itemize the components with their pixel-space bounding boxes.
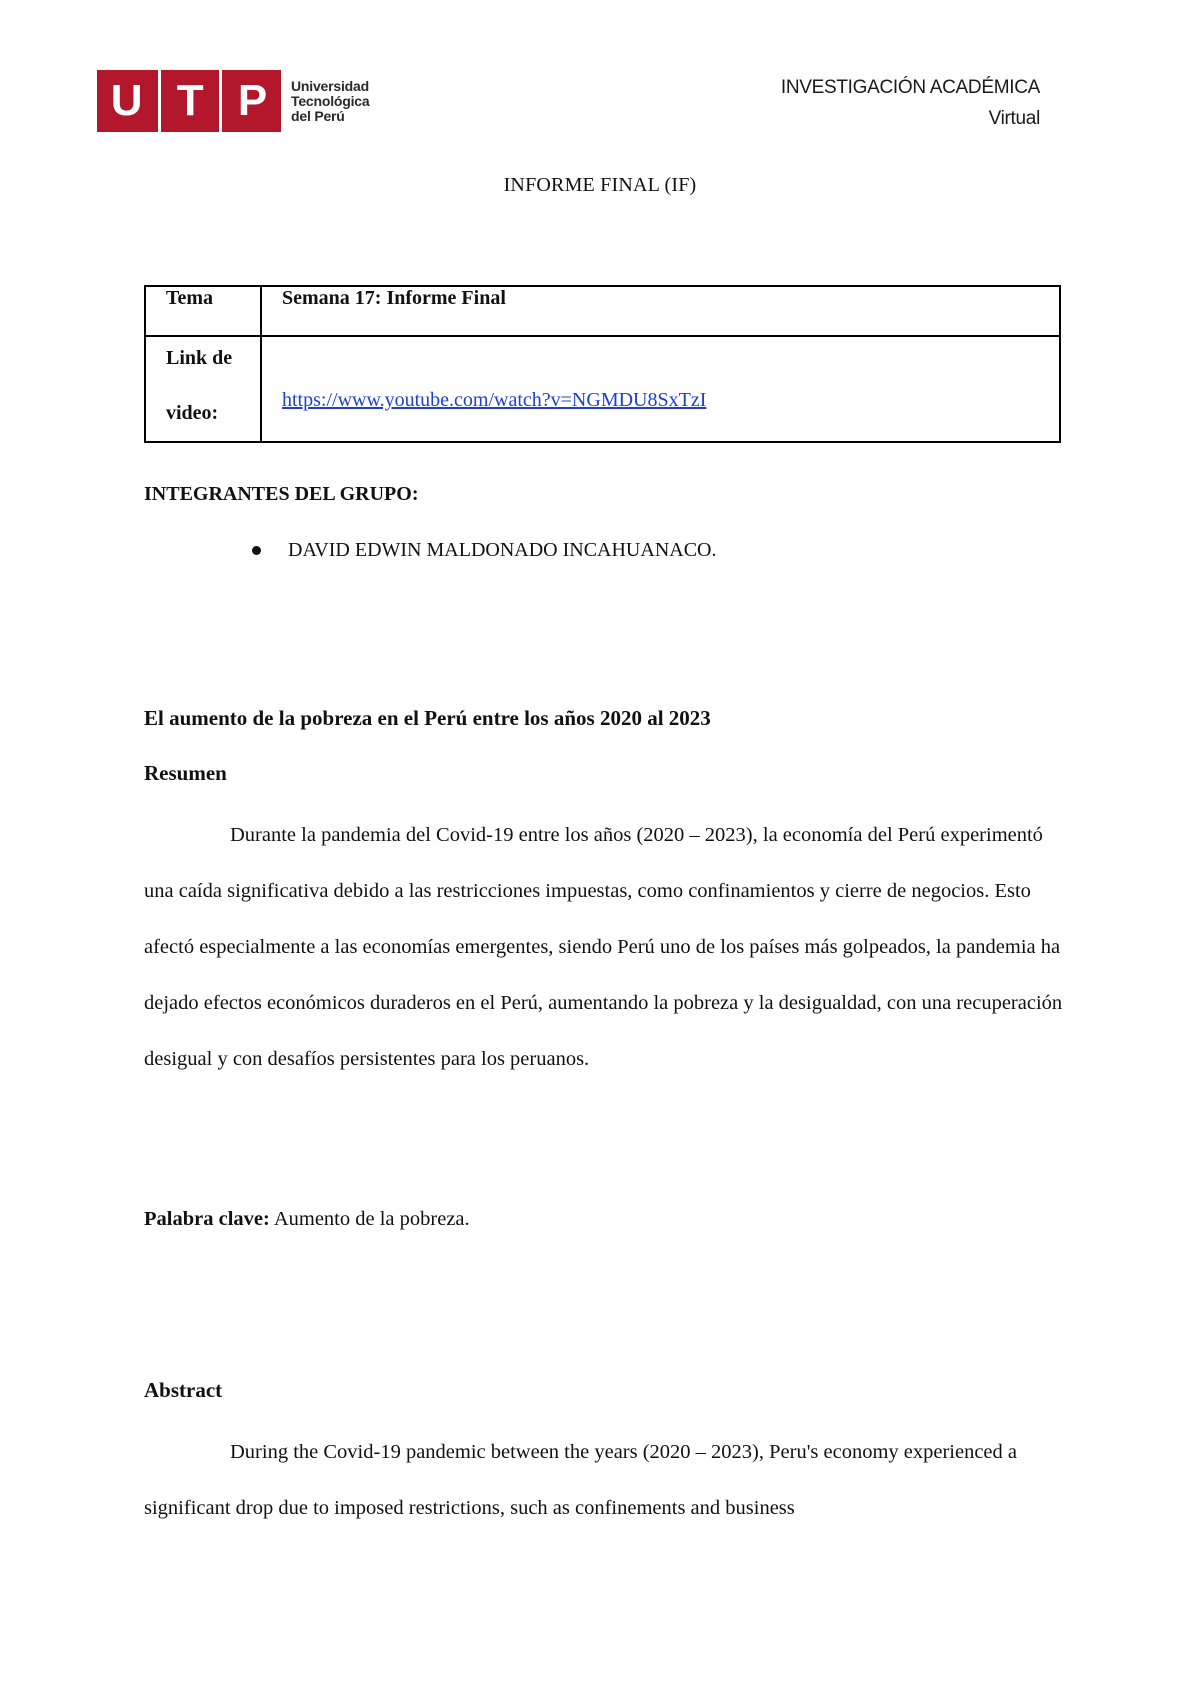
resumen-paragraph: Durante la pandemia del Covid-19 entre los años (2020 – 2023), la economía del Perú experimentó una caída significativa debido a las restricciones impuestas, como confinamientos y cierre de negocios. Esto afectó especialmente a las economías emergentes, siendo Perú uno de los países más golpeados, la pandemia ha dejado efectos económicos duraderos en el Perú, aumentando la pobreza y la desigualdad, con una recuperación desigual y con desafíos persistentes para los peruanos. (144, 824, 1063, 1070)
logo-letter-t: T (176, 76, 204, 125)
logo-text-line: Universidad (291, 77, 369, 94)
keyword-value: Aumento de la pobreza. (273, 1208, 470, 1230)
link-label-cell (145, 336, 261, 442)
tema-value: Semana 17: Informe Final (261, 286, 1060, 336)
logo-separator (219, 70, 222, 132)
logo-text-line: del Perú (291, 107, 345, 124)
table-row (145, 336, 1060, 442)
bullet-icon (252, 546, 261, 555)
logo-block (97, 70, 281, 132)
essay-title: El aumento de la pobreza en el Perú entre los años 2020 al 2023 (144, 706, 711, 730)
program-header (781, 72, 1040, 134)
logo-text-line: Tecnológica (291, 92, 370, 109)
link-value-cell (261, 336, 1060, 442)
program-title: INVESTIGACIÓN ACADÉMICA (780, 77, 1040, 98)
member-name: DAVID EDWIN MALDONADO INCAHUANACO. (288, 539, 717, 561)
utp-logo (97, 70, 369, 132)
info-table (144, 285, 1061, 443)
logo-letter-p: P (237, 76, 268, 125)
document-title: INFORME FINAL (IF) (503, 174, 697, 196)
abstract-paragraph: During the Covid-19 pandemic between the years (2020 – 2023), Peru's economy experienced a significant drop due to imposed restrictions, such as confinements and business (144, 1441, 1018, 1519)
list-item (252, 539, 717, 562)
program-mode: Virtual (988, 108, 1040, 129)
video-link[interactable]: https://www.youtube.com/watch?v=NGMDU8SxTzI (282, 389, 707, 411)
tema-label: Tema (145, 286, 261, 336)
keyword-line (144, 1208, 470, 1231)
logo-letter-u: U (110, 76, 143, 125)
resumen-heading: Resumen (144, 761, 227, 785)
logo-university-name (291, 79, 369, 124)
link-label-line: Link de (166, 347, 233, 369)
logo-separator (158, 70, 161, 132)
keyword-label: Palabra clave: (144, 1208, 270, 1230)
table-row (145, 286, 1060, 336)
team-heading: INTEGRANTES DEL GRUPO: (144, 483, 419, 505)
abstract-heading: Abstract (144, 1378, 223, 1402)
link-label-line: video: (166, 402, 219, 424)
